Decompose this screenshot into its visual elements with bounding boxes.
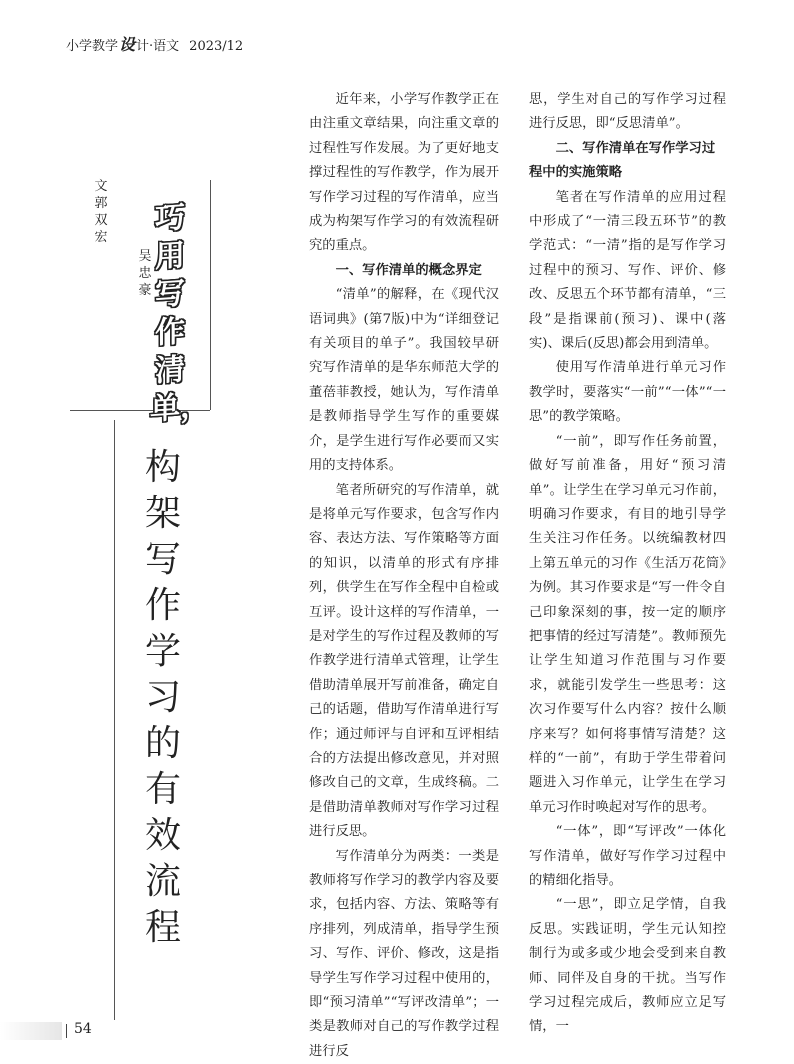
body-column-1: [309, 88, 499, 1064]
article-title-line-2: 构架写作学习的有效流程: [144, 447, 181, 948]
title-divider-vertical-top: [210, 180, 211, 410]
author-byline-primary: [92, 178, 110, 246]
paragraph: 使用写作清单进行单元习作教学时，要落实“一前”“一体”“一思”的教学策略。: [529, 360, 726, 425]
intro-paragraph: 近年来，小学写作教学正在由注重文章结果，向注重文章的过程性写作发展。为了更好地支撑过程性的写作教学，作为展开写作学习过程的写作清单，应当成为构架写作学习的有效流程研究的重点。: [309, 92, 499, 254]
running-header: [66, 32, 243, 55]
footer-separator: [66, 1024, 67, 1038]
paragraph: 笔者在写作清单的应用过程中形成了“一清三段五环节”的教学范式：“一清”指的是写作学习过程中的预习、写作、评价、修改、反思五个环节都有清单，“三段”是指课前(预习)、课中(落实)、课后(反思)都会用到清单。: [529, 189, 726, 352]
paragraph: 写作清单分为两类：一类是教师将写作学习的教学内容及要求，包括内容、方法、策略等有序排列，列成清单，指导学生预习、写作、评价、修改，这是指导学生写作学习过程中使用的，即“预习清单”“写评改清单”；一类是教师对自己的写作教学过程进行反: [309, 848, 499, 1059]
journal-name-prefix: 小学教学: [66, 39, 119, 54]
page-number: 54: [74, 1021, 92, 1037]
author-byline: [92, 178, 152, 328]
paragraph: “一前”，即写作任务前置，做好写前准备，用好“预习清单”。让学生在学习单元习作前，明确习作要求，有目的地引导学生关注习作任务。以统编教材四上第五单元的习作《生活万花筒》为例。其习作要求是“写一件令自己印象深刻的事，按一定的顺序把事情的经过写清楚”。教师预先让学生知道习作范围与习作要求，就能引发学生一些思考：这次习作要写什么内容？按什么顺序来写？如何将事情写清楚？这样的“一前”，有助于学生带着问题进入习作单元，让学生在学习单元习作时唤起对写作的思考。: [529, 433, 726, 815]
paragraph-continued: 思，学生对自己的写作学习过程进行反思，即“反思清单”。: [529, 92, 726, 132]
title-divider-vertical-bottom: [114, 420, 115, 1020]
section-heading-1: 一、写作清单的概念界定: [335, 262, 482, 278]
issue-date: 2023/12: [189, 39, 244, 54]
paragraph: “一体”，即“写评改”一体化写作清单，做好写作学习过程中的精细化指导。: [529, 824, 726, 888]
author-name-1: 郭双宏: [94, 196, 108, 245]
paragraph: “清单”的解释，在《现代汉语词典》(第7版)中为“详细登记有关项目的单子”。我国较早研究写作清单的是华东师范大学的董蓓菲教授，她认为，写作清单是教师指导学生写作的重要媒介，是学生进行写作必要而又实用的支持体系。: [309, 287, 499, 474]
article-title-line-1: 巧用写作清单，: [150, 199, 210, 428]
byline-prefix: 文: [94, 179, 108, 194]
section-heading-2: 二、写作清单在写作学习过程中的实施策略: [529, 140, 716, 181]
journal-name-design-logo: 设: [119, 35, 136, 54]
body-column-2: [529, 88, 726, 1040]
paragraph: 笔者所研究的写作清单，就是将单元写作要求，包含写作内容、表达方法、写作策略等方面的知识，以清单的形式有序排列，供学生在写作全程中自检或互评。设计这样的写作清单，一是对学生的写作过程及教师的写作教学进行清单式管理，让学生借助清单展开写前准备，确定自己的话题，借助写作清单进行写作；通过师评与自评和互评相结合的方法提出修改意见，并对照修改自己的文章，生成终稿。二是借助清单教师对写作学习过程进行反思。: [309, 482, 499, 840]
journal-name-suffix: 计·语文: [136, 39, 180, 54]
footer-gradient-bar: [0, 1022, 62, 1040]
paragraph: “一思”，即立足学情，自我反思。实践证明，学生元认知控制行为或多或少地会受到来自教师、同伴及自身的干扰。当写作学习过程完成后，教师应立足写情，一: [529, 897, 726, 1035]
author-name-2: 吴忠豪: [138, 249, 152, 298]
